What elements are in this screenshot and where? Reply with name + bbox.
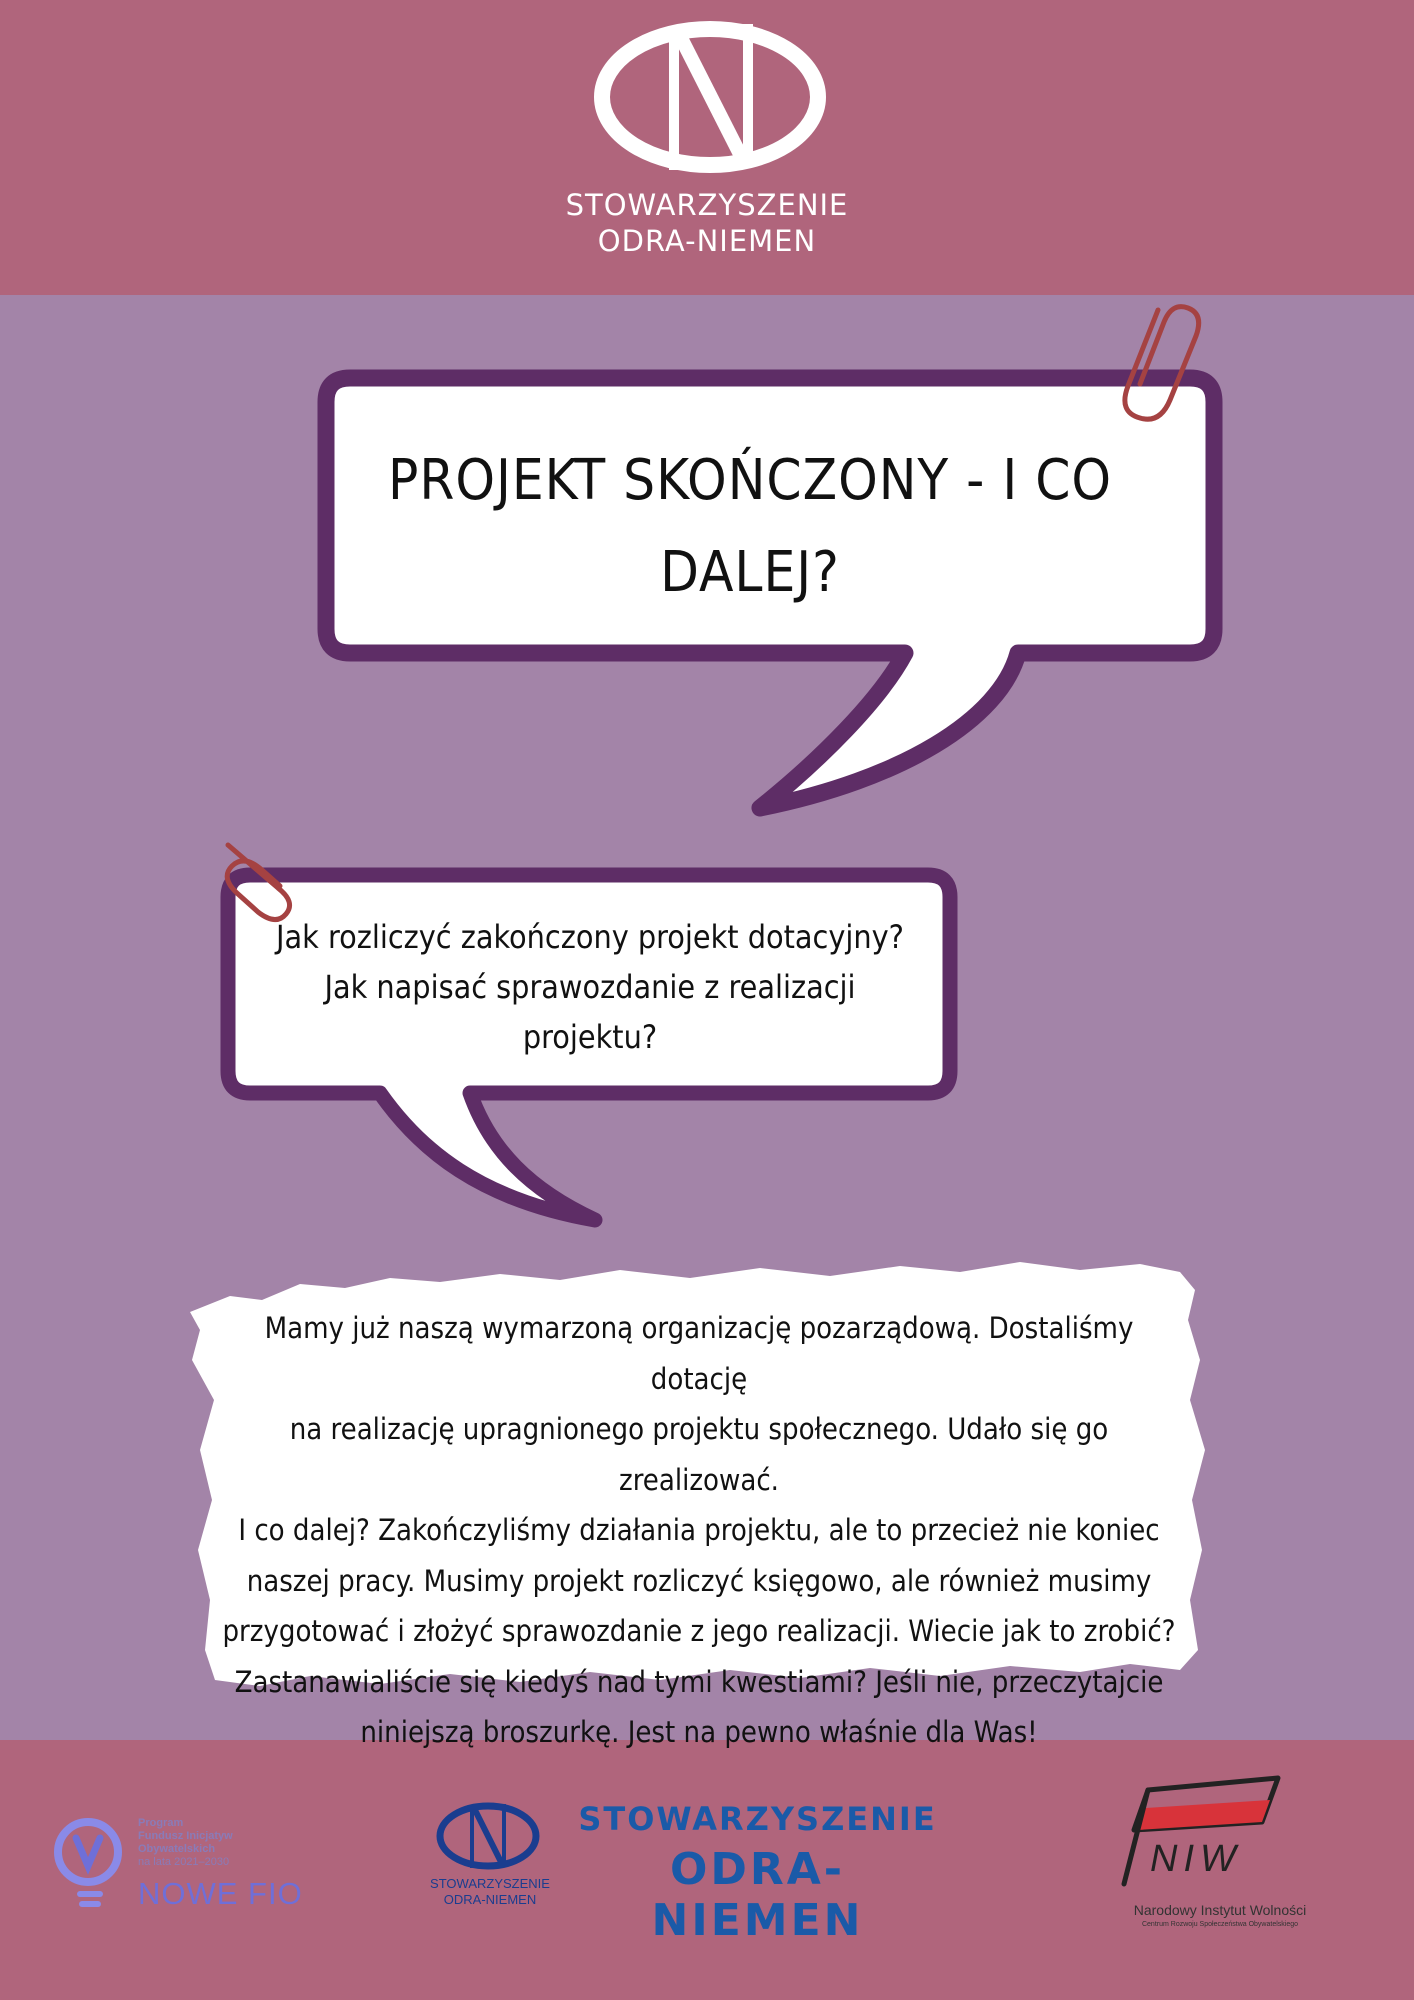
intro-line: niniejszą broszurkę. Jest na pewno właśnie dla Was! <box>360 1715 1038 1749</box>
son-small-line1: STOWARZYSZENIE <box>430 1876 550 1891</box>
fio-logo-text: NOWE FIO <box>138 1876 303 1911</box>
on-monogram-icon <box>440 1804 536 1868</box>
niw-name: Narodowy Instytut Wolności <box>1133 1902 1307 1918</box>
intro-line: Mamy już naszą wymarzoną organizację pozarządową. Dostaliśmy dotację <box>264 1311 1134 1396</box>
niw-subtitle: Centrum Rozwoju Społeczeństwa Obywatelskiego <box>1141 1921 1299 1928</box>
son-wordmark-line2: ODRA- NIEMEN <box>651 1844 864 1946</box>
fio-small-line: Obywatelskich <box>138 1843 216 1855</box>
on-monogram-icon <box>602 24 818 170</box>
intro-line: Zastanawialiście się kiedyś nad tymi kwestiami? Jeśli nie, przeczytajcie <box>234 1664 1164 1699</box>
intro-paragraph <box>222 1303 1176 1758</box>
intro-line: przygotować i złożyć sprawozdanie z jego realizacji. Wiecie jak to zrobić? <box>222 1614 1176 1648</box>
intro-line: na realizację upragnionego projektu społecznego. Udało się go zrealizować. <box>289 1412 1109 1497</box>
question-line2: Jak napisać sprawozdanie z realizacji <box>324 968 856 1006</box>
logo-title-line2: ODRA-NIEMEN <box>597 224 817 258</box>
niw-logo-text: NIW <box>1150 1838 1242 1880</box>
main-heading-line1: PROJEKT SKOŃCZONY - I CO <box>387 448 1113 513</box>
intro-line: I co dalej? Zakończyliśmy działania projektu, ale to przecież nie koniec <box>238 1513 1160 1547</box>
son-small-logo-text <box>410 1876 570 1908</box>
lightbulb-v-icon <box>58 1822 118 1904</box>
main-heading <box>340 435 1160 619</box>
main-heading-line2: DALEJ? <box>660 540 840 605</box>
intro-line: naszej pracy. Musimy projekt rozliczyć księgowo, ale również musimy <box>246 1563 1152 1598</box>
fio-small-line: Fundusz Inicjatyw <box>138 1830 233 1842</box>
question-line3: projektu? <box>522 1018 658 1056</box>
logo-title-line1: STOWARZYSZENIE <box>565 188 849 222</box>
son-wordmark-line1: STOWARZYSZENIE <box>578 1800 937 1838</box>
question-line1: Jak rozliczyć zakończony projekt dotacyjny? <box>276 918 904 956</box>
son-small-line2: ODRA-NIEMEN <box>443 1892 537 1907</box>
fio-small-text <box>138 1817 233 1869</box>
fio-small-line: na lata 2021–2030 <box>138 1856 230 1868</box>
fio-small-line: Program <box>138 1817 184 1829</box>
questions-text <box>260 912 920 1062</box>
